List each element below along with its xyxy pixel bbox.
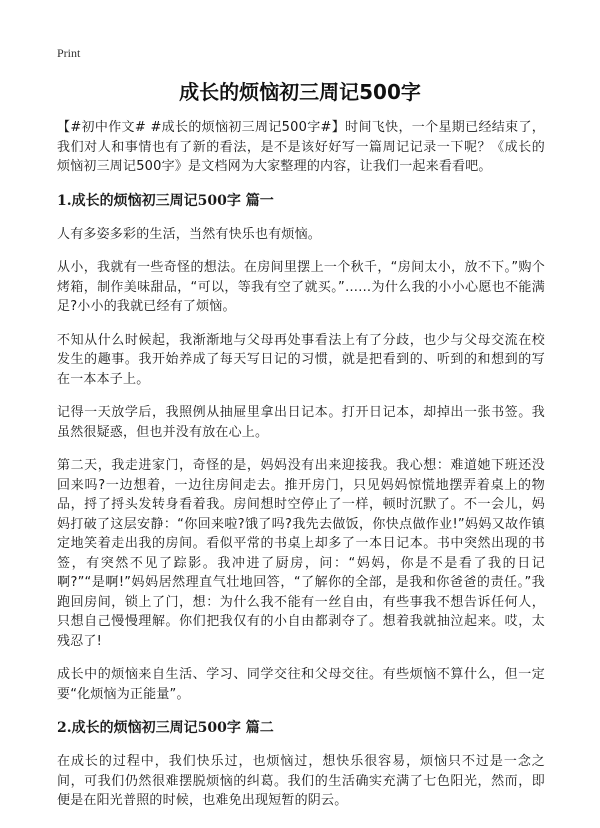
page-title: 成长的烦恼初三周记500字 [179, 80, 421, 104]
intro-paragraph: 【#初中作文# #成长的烦恼初三周记500字#】时间飞快，一个星期已经结束了，我们对人和事情也有了新的看法，是不是该好好写一篇周记记录一下呢？《成长的烦恼初三周记500字》是文档网为大家整理的内容，让我们一起来看看吧。 [57, 120, 545, 174]
section-heading: 1.成长的烦恼初三周记500字 篇一 [57, 192, 274, 209]
paragraph: 第二天，我走进家门，奇怪的是，妈妈没有出来迎接我。我心想：难道她下班还没回来吗?一边想着，一边往房间走去。推开房门，只见妈妈惊慌地摆弄着桌上的物品，捋了捋头发转身看着我。房间想时空停止了一样，顿时沉默了。不一会儿，妈妈打破了这层安静：“你回来啦?饿了吗?我先去做饭，你快点做作业!”妈妈又故作镇定地笑着走出我的房间。看似平常的书桌上却多了一本日记本。书中突然出现的书签，有突然不见了踪影。我冲进了厨房，问：“妈妈，你是不是看了我的日记啊?”“是啊!”妈妈居然理直气壮地回答，“了解你的全部，是我和你爸爸的责任。”我跑回房间，锁上了门，想：为什么我不能有一丝自由，有些事我不想告诉任何人，只想自己慢慢理解。你们把我仅有的小自由都剥夺了。想着我就抽泣起来。哎，太残忍了! [57, 458, 545, 649]
paragraph: 成长中的烦恼来自生活、学习、同学交往和父母交往。有些烦恼不算什么，但一定要“化烦恼为正能量”。 [57, 667, 545, 702]
paragraph: 在成长的过程中，我们快乐过，也烦恼过，想快乐很容易，烦恼只不过是一念之间，可我们仍然很难摆脱烦恼的纠葛。我们的生活确实充满了七色阳光，然而，即便是在阳光普照的时候，也难免出现短暂的阴云。 [57, 754, 545, 808]
paragraph: 不知从什么时候起，我渐渐地与父母再处事看法上有了分歧，也少与父母交流在校发生的趣事。我开始养成了每天写日记的习惯，就是把看到的、听到的和想到的写在一本本子上。 [57, 332, 545, 387]
print-label[interactable]: Print [57, 46, 81, 60]
section-heading: 2.成长的烦恼初三周记500字 篇二 [57, 720, 274, 736]
paragraph: 从小，我就有一些奇怪的想法。在房间里摆上一个秋千，“房间太小，放不下。”购个烤箱，制作美味甜品，“可以，等我有空了就买。”……为什么我的小小心愿也不能满足?小小的我就已经有了烦恼。 [57, 260, 545, 314]
paragraph: 人有多姿多彩的生活，当然有快乐也有烦恼。 [57, 226, 322, 242]
article-body [57, 118, 545, 825]
paragraph: 记得一天放学后，我照例从抽屉里拿出日记本。打开日记本，却掉出一张书签。我虽然很疑惑，但也并没有放在心上。 [57, 405, 545, 440]
